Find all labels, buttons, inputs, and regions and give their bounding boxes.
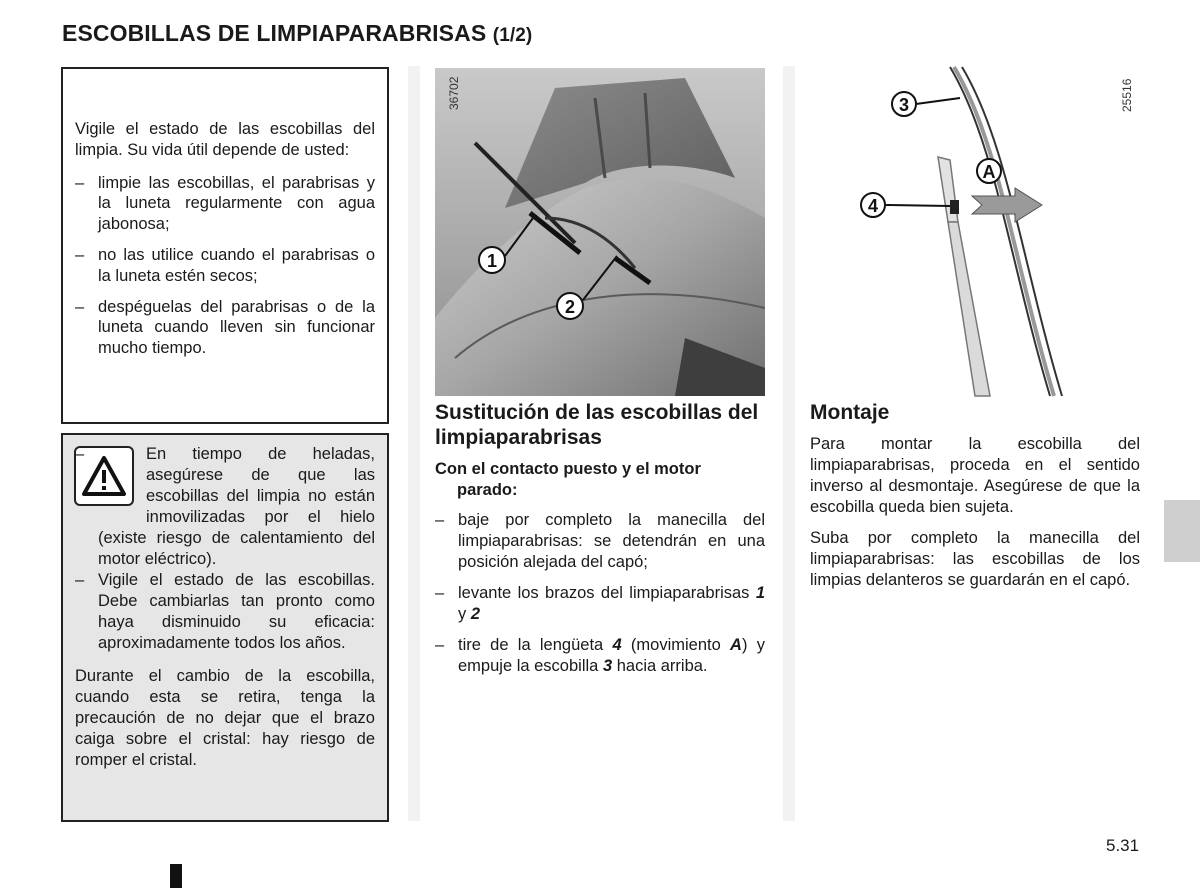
care-note-item: – no las utilice cuando el parabrisas o la luneta estén secos; (75, 245, 375, 287)
page-title (62, 20, 532, 47)
step-text: ) (741, 636, 748, 654)
care-note-item: – despéguelas del parabrisas o de la luneta cuando lleven sin funcionar mucho tiempo. (75, 297, 375, 359)
windshield-photo (435, 68, 765, 396)
step-text: (movimiento (630, 636, 721, 654)
warning-item: – Vigile el estado de las escobillas. Debe cambiarlas tan pronto como haya disminuido su eficacia: aproximadamente todos los años. (75, 570, 375, 654)
chapter-tab (1164, 500, 1200, 562)
step-text: y (458, 605, 467, 623)
title-main: ESCOBILLAS DE LIMPIAPARABRISAS (62, 20, 487, 46)
mounting-heading: Montaje (810, 401, 890, 424)
replacement-condition: Con el contacto puesto y el motor parado: (435, 460, 701, 499)
diagram-callout-4: 4 (867, 196, 879, 216)
step-text: hacia arriba. (616, 657, 708, 675)
wiper-blade-diagram (800, 62, 1145, 398)
replacement-step (435, 635, 765, 677)
care-note-list (75, 173, 375, 359)
care-note-box (61, 67, 389, 424)
diagram-reference-code: 25516 (1120, 78, 1134, 112)
column-divider (408, 66, 420, 821)
ref-number: 2 (470, 605, 481, 623)
step-text: tire de la lengüeta (458, 636, 604, 654)
ref-letter: A (730, 636, 742, 654)
ref-number: 3 (602, 657, 613, 675)
warning-item: – En tiempo de heladas, asegúrese de que las escobillas del limpia no están inmovilizadas por el hielo (existe riesgo de calentamiento del motor eléctrico). (75, 444, 375, 570)
print-mark (170, 864, 182, 888)
diagram-callout-A: A (982, 162, 996, 182)
photo-callout-2: 2 (564, 297, 576, 317)
care-note-intro: Vigile el estado de las escobillas del limpia. Su vida útil depende de usted: (75, 120, 375, 159)
page-number: 5.31 (1106, 836, 1140, 855)
column-divider (783, 66, 795, 821)
title-part-indicator: (1/2) (492, 25, 533, 46)
replacement-heading: Sustitución de las escobillas del limpiaparabrisas (435, 401, 759, 449)
photo-callout-1: 1 (486, 251, 498, 271)
diagram-callout-3: 3 (898, 95, 910, 115)
step-text: levante los brazos del limpiaparabrisas (458, 584, 750, 602)
mounting-section (810, 400, 1140, 601)
mounting-paragraph: Suba por completo la manecilla del limpiaparabrisas: las escobillas de los limpias delanteros se guardarán en el capó. (810, 529, 1140, 589)
replacement-step: – baje por completo la manecilla del limpiaparabrisas: se detendrán en una posición alejada del capó; (435, 510, 765, 573)
ref-number: 4 (612, 636, 622, 654)
replacement-section (435, 400, 765, 687)
warning-paragraph: Durante el cambio de la escobilla, cuando esta se retira, tenga la precaución de no dejar que el brazo caiga sobre el cristal: hay riesgo de romper el cristal. (75, 667, 375, 769)
warning-box (61, 433, 389, 822)
replacement-steps (435, 510, 765, 677)
warning-list (75, 444, 375, 654)
mounting-paragraph: Para montar la escobilla del limpiaparabrisas, proceda en el sentido inverso al desmontaje. Asegúrese de que la escobilla queda bien sujeta. (810, 435, 1140, 516)
ref-number: 1 (755, 584, 765, 602)
replacement-step (435, 583, 765, 625)
care-note-item: – limpie las escobillas, el parabrisas y la luneta regularmente con agua jabonosa; (75, 173, 375, 235)
step-text: y empuje la escobilla (458, 636, 765, 675)
photo-reference-code: 36702 (447, 76, 461, 110)
